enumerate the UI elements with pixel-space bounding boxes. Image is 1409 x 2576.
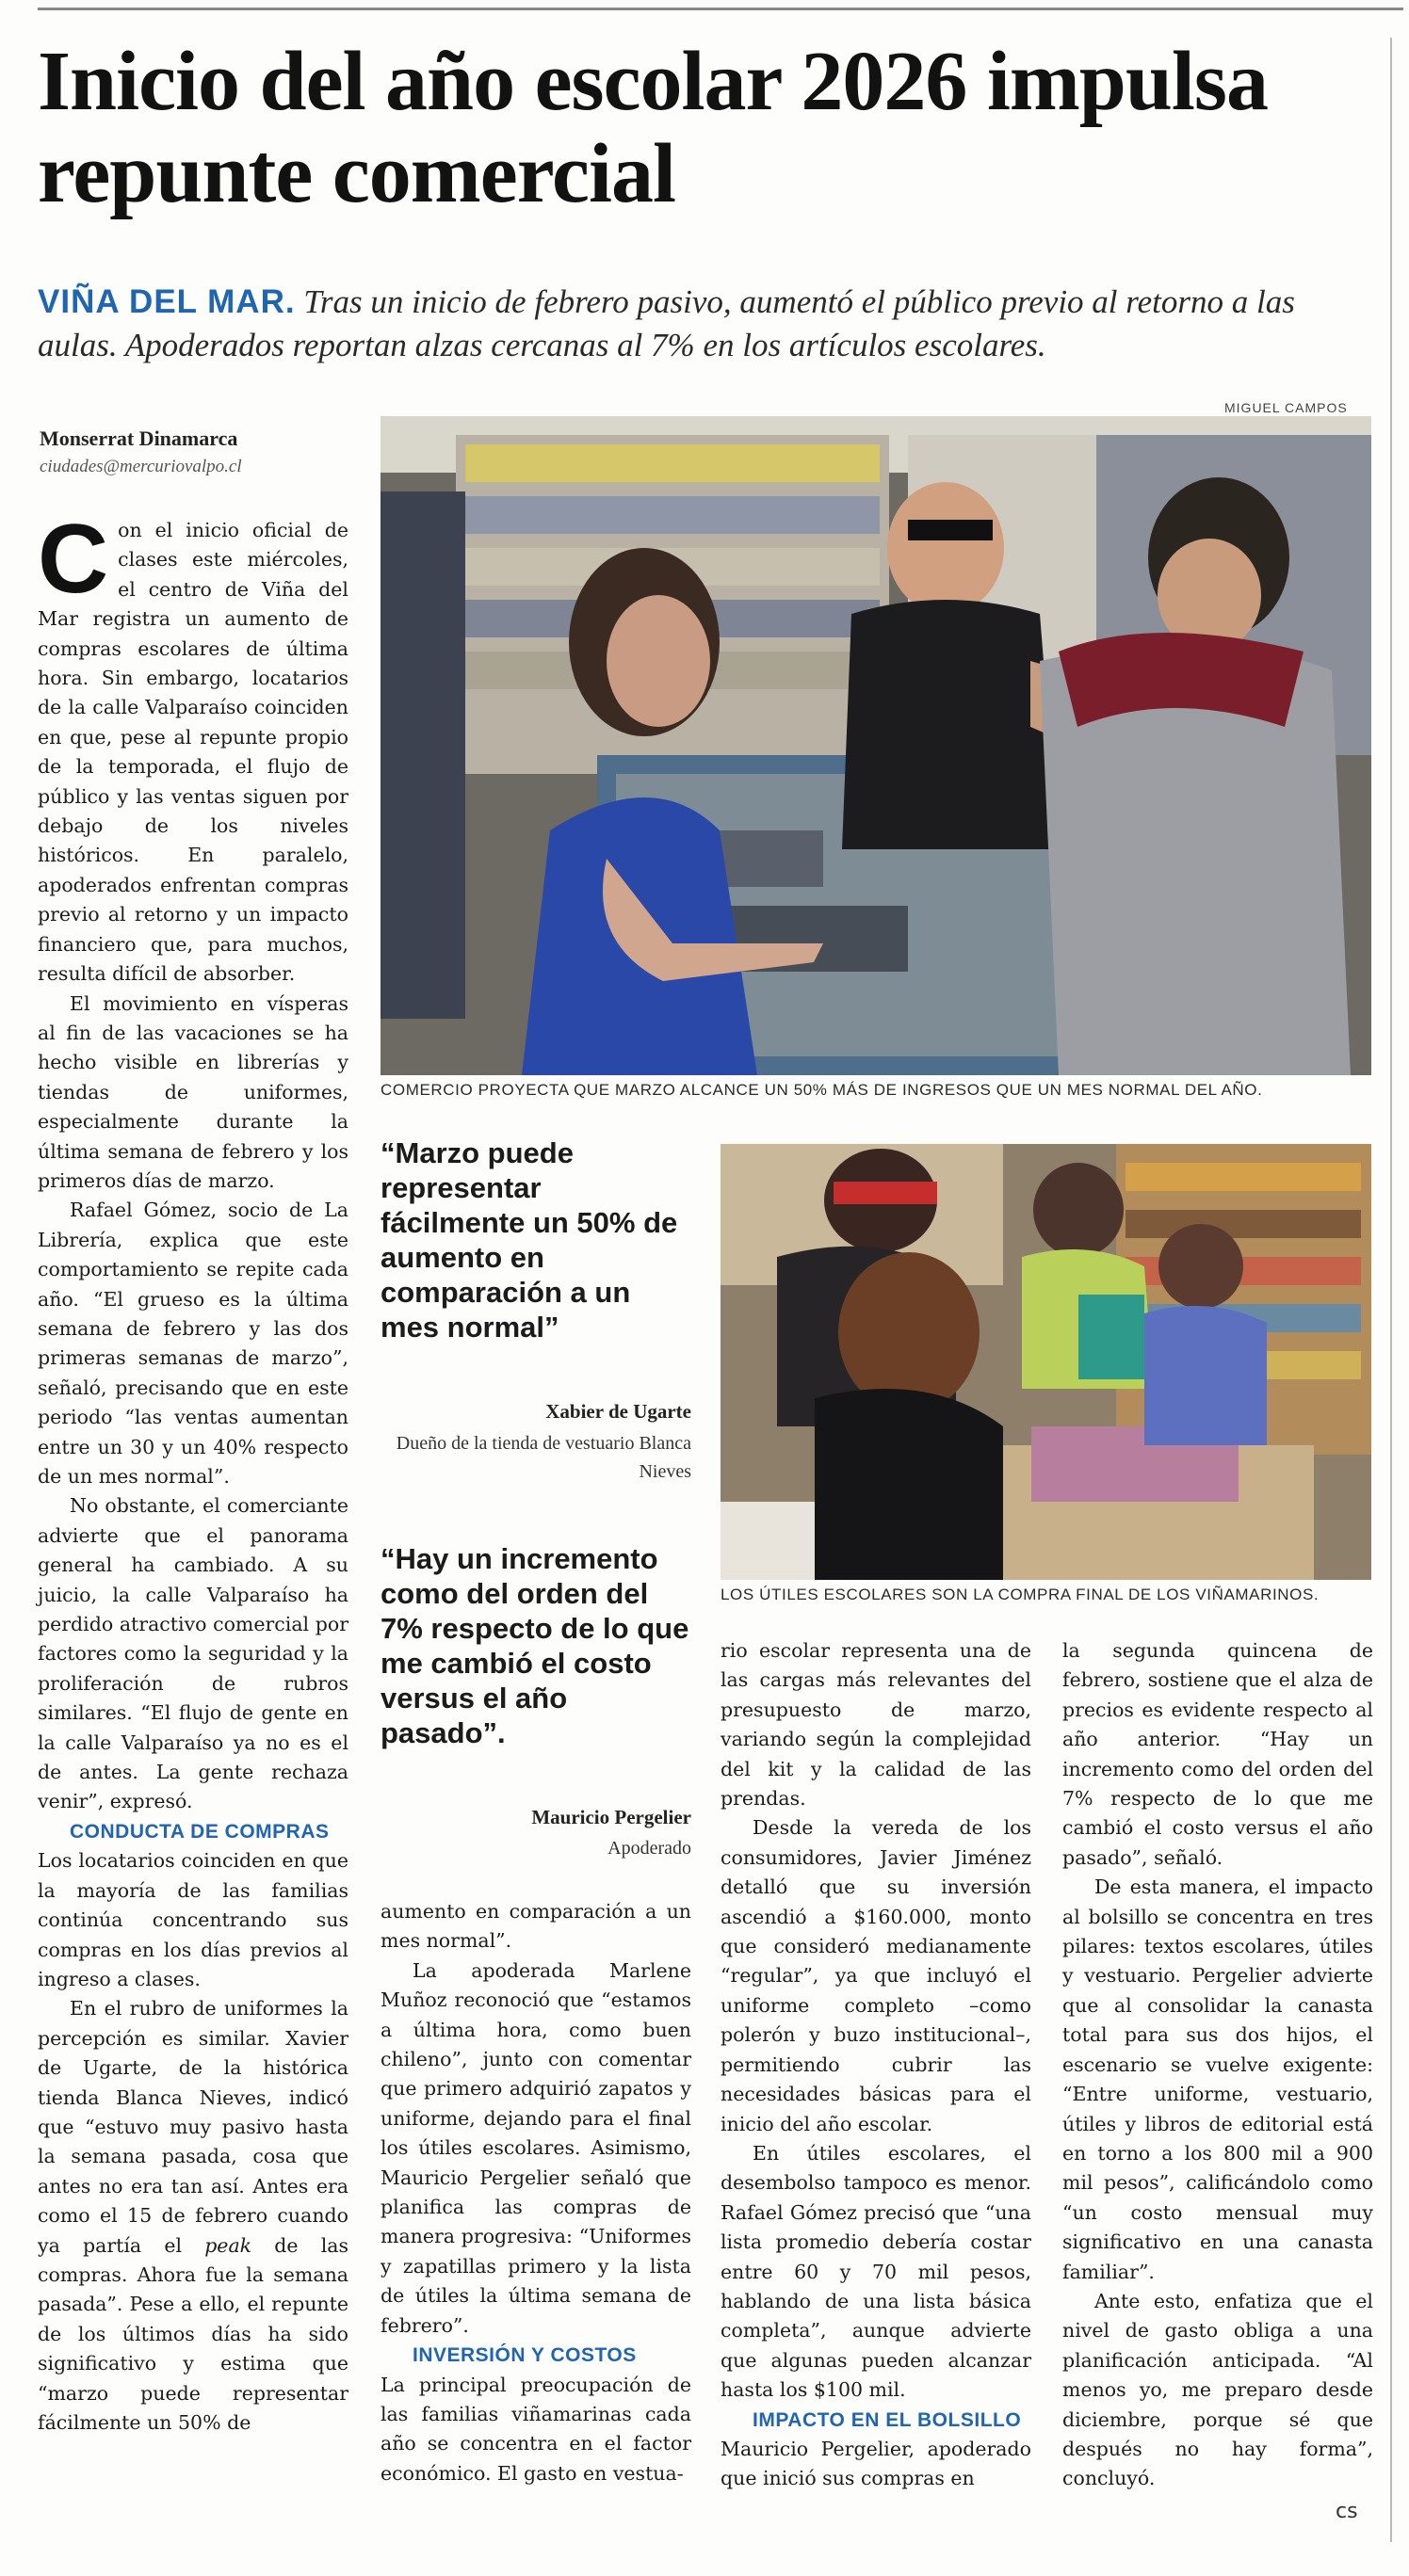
deck-text: Tras un inicio de febrero pasivo, aumentó el público previo al retorno a las aulas. Apoderados reportan alzas cercanas al 7% en los artículos escolares. bbox=[38, 283, 1295, 363]
section-head-inversion: INVERSIÓN Y COSTOS bbox=[413, 2344, 637, 2367]
second-photo-caption: LOS ÚTILES ESCOLARES SON LA COMPRA FINAL DE LOS VIÑAMARINOS. bbox=[721, 1586, 1320, 1603]
article-paragraph: Desde la vereda de los consumidores, Javier Jiménez detalló que su inversión ascendió a $160.000, monto que consideró medianamente “regular”, ya que incluyó el uniforme completo –como polerón y buzo institucional–, permitiendo cubrir las necesidades básicas para el inicio del año escolar. bbox=[721, 1816, 1031, 2135]
article-column-4 bbox=[1062, 1636, 1373, 2494]
article-paragraph: la segunda quincena de febrero, sostiene que el alza de precios es evidente respecto al año anterior. “Hay un incremento como del orden del 7% respecto de lo que me cambió el costo versus el año pasado”, señaló. bbox=[1062, 1639, 1373, 1869]
deck bbox=[38, 281, 1375, 367]
article-paragraph: La principal preocupación de las familias viñamarinas cada año se concentra en el factor económico. El gasto en vestua- bbox=[381, 2373, 691, 2485]
article-paragraph: En útiles escolares, el desembolso tampoco es menor. Rafael Gómez precisó que “una lista promedio debería costar entre 60 y 70 mil pesos, hablando de una lista básica completa”, aunque advierte que algunas pueden alcanzar hasta los $100 mil. bbox=[721, 2141, 1031, 2402]
article-paragraph: Los locatarios coinciden en que la mayoría de las familias continúa concentrando sus compras en los días previos al ingreso a clases. bbox=[38, 1849, 348, 1990]
article-paragraph: El movimiento en vísperas al fin de las vacaciones se ha hecho visible en librerías y tiendas de uniformes, especialmente durante la última semana de febrero y los primeros días de marzo. bbox=[38, 991, 348, 1192]
pull-quote-2-author: Mauricio Pergelier bbox=[531, 1806, 691, 1828]
article-paragraph: Ante esto, enfatiza que el nivel de gasto obliga a una planificación anticipada. “Al menos yo, me preparo desde diciembre, porque sé que después no hay forma”, concluyó. bbox=[1062, 2289, 1373, 2490]
dateline-place: VIÑA DEL MAR. bbox=[38, 283, 296, 320]
article-column-2 bbox=[381, 1897, 691, 2488]
article-paragraph: La apoderada Marlene Muñoz reconoció que “estamos a última hora, como buen chileno”, junto con comentar que primero adquirió zapatos y uniforme, dejando para el final los útiles escolares. Asimismo, Mauricio Pergelier señaló que planifica las compras de manera progresiva: “Uniformes y zapatillas primero y la lista de útiles la última semana de febrero”. bbox=[381, 1958, 691, 2337]
second-photo bbox=[721, 1144, 1371, 1580]
pull-quote-2-role: Apoderado bbox=[607, 1838, 691, 1859]
top-rule bbox=[38, 8, 1403, 10]
drop-cap: C bbox=[38, 505, 109, 614]
article-column-1 bbox=[38, 505, 348, 2438]
section-head-conducta: CONDUCTA DE COMPRAS bbox=[70, 1820, 330, 1843]
end-of-article-mark: cs bbox=[1336, 2500, 1358, 2523]
article-paragraph: Rafael Gómez, socio de La Librería, explica que este comportamiento se repite cada año. “El grueso es la última semana de febrero y las dos primeras semanas de marzo”, señaló, precisando que en este periodo “las ventas aumentan entre un 30 y un 40% respecto de un mes normal”. bbox=[38, 1199, 348, 1488]
column-rule bbox=[1390, 38, 1392, 2542]
byline-author: Monserrat Dinamarca bbox=[40, 427, 238, 450]
pull-quote-2: “Hay un incremento como del orden del 7% respecto de lo que me cambió el costo versus el año pasado”. bbox=[381, 1542, 689, 1749]
pull-quote-1-role: Dueño de la tienda de vestuario Blanca Nieves bbox=[396, 1433, 691, 1482]
main-photo-caption: COMERCIO PROYECTA QUE MARZO ALCANCE UN 50% MÁS DE INGRESOS QUE UN MES NORMAL DEL AÑO. bbox=[381, 1081, 1263, 1099]
photo-credit: MIGUEL CAMPOS bbox=[1224, 400, 1348, 415]
emphasis-peak: peak bbox=[204, 2233, 252, 2257]
pull-quote-1: “Marzo puede representar fácilmente un 50% de aumento en comparación a un mes normal” bbox=[381, 1136, 678, 1344]
article-paragraph: rio escolar representa una de las cargas más relevantes del presupuesto de marzo, variando según la complejidad del kit y la calidad de las prendas. bbox=[721, 1639, 1031, 1811]
pull-quote-1-author: Xabier de Ugarte bbox=[545, 1400, 691, 1423]
second-photo-illustration bbox=[721, 1144, 1371, 1580]
article-paragraph: En el rubro de uniformes la percepción es similar. Xavier de Ugarte, de la histórica tienda Blanca Nieves, indicó que “estuvo muy pasivo hasta la semana pasada, cosa que antes no era tan así. Antes era como el 15 de febrero cuando ya partía el peak de las compras. Ahora fue la semana pasada”. Pese a ello, el repunte de los últimos días ha sido significativo y estima que “marzo puede representar fácilmente un 50% de bbox=[38, 1997, 348, 2434]
section-head-impacto: IMPACTO EN EL BOLSILLO bbox=[753, 2408, 1022, 2431]
main-photo-illustration bbox=[381, 416, 1371, 1075]
headline: Inicio del año escolar 2026 impulsa repunte comercial bbox=[38, 35, 1268, 220]
article-paragraph: Con el inicio oficial de clases este miércoles, el centro de Viña del Mar registra un aumento de compras escolares de última hora. Sin embargo, locatarios de la calle Valparaíso coinciden en que, pese al repunte propio de la temporada, el flujo de público y las ventas siguen por debajo de los niveles históricos. En paralelo, apoderados enfrentan compras previo al retorno y un impacto financiero que, para muchos, resulta difícil de absorber. bbox=[38, 505, 348, 986]
article-paragraph: No obstante, el comerciante advierte que el panorama general ha cambiado. A su juicio, la calle Valparaíso ha perdido atractivo comercial por factores como la seguridad y la proliferación de rubros similares. “El flujo de gente en la calle Valparaíso ya no es el de antes. La gente rechaza venir”, expresó. bbox=[38, 1494, 348, 1813]
article-paragraph: De esta manera, el impacto al bolsillo se concentra en tres pilares: textos escolares, útiles y vestuario. Pergelier advierte que al consolidar la canasta total para sus dos hijos, el escenario se vuelve exigente: “Entre uniforme, vestuario, útiles y libros de editorial está en torno a los 800 mil a 900 mil pesos”, calificándolo como “un costo mensual muy significativo en una canasta familiar”. bbox=[1062, 1876, 1373, 2283]
article-paragraph: Mauricio Pergelier, apoderado que inició sus compras en bbox=[721, 2437, 1031, 2490]
main-photo bbox=[381, 416, 1371, 1075]
article-column-3 bbox=[721, 1636, 1031, 2494]
article-paragraph: aumento en comparación a un mes normal”. bbox=[381, 1900, 691, 1953]
byline-email: ciudades@mercuriovalpo.cl bbox=[40, 457, 242, 476]
